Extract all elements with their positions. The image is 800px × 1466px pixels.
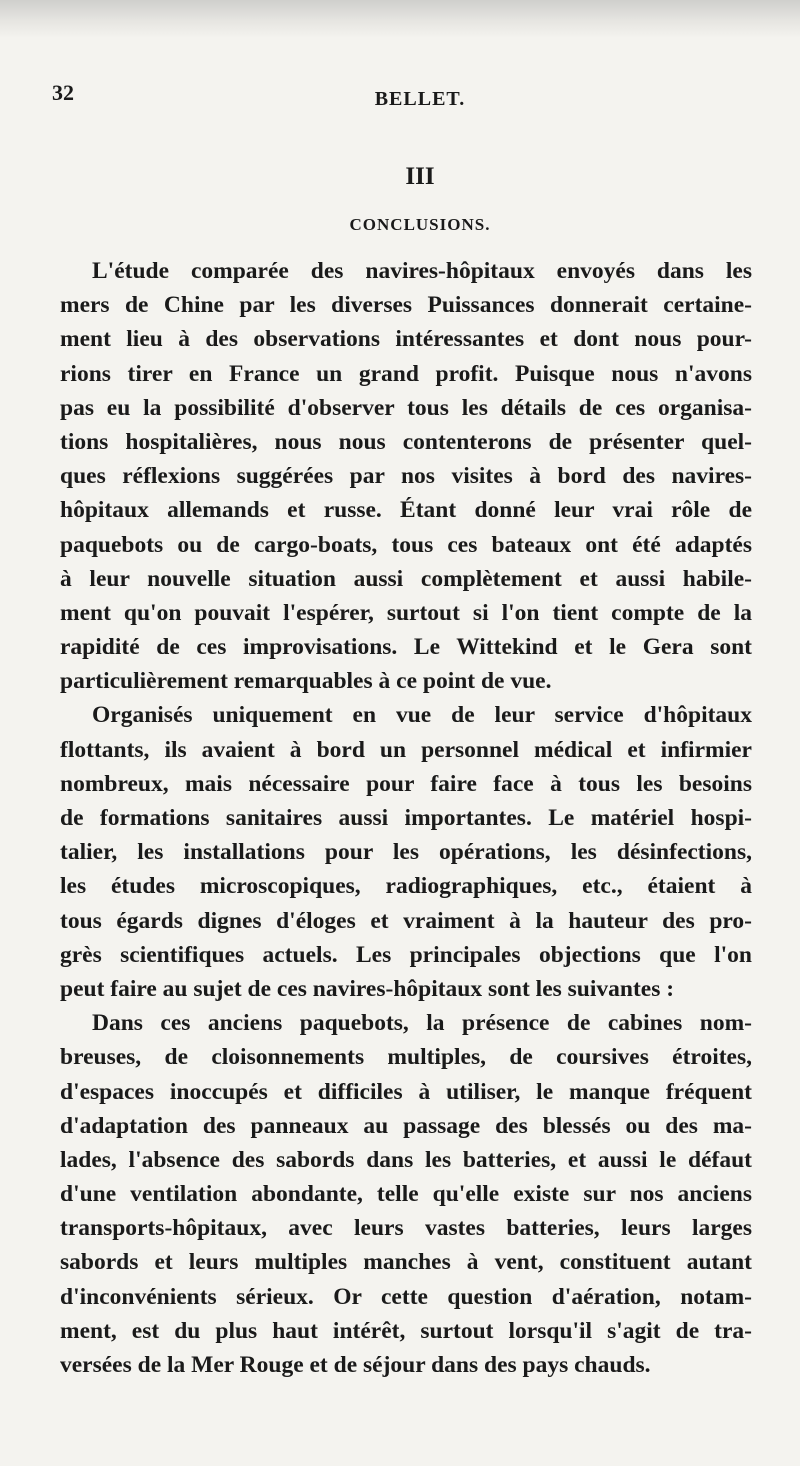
text-line: transports-hôpitaux, avec leurs vastes batteries, leurs larges [60,1215,752,1242]
text-line: lades, l'absence des sabords dans les batteries, et aussi le défaut [60,1146,752,1173]
text-line: Organisés uniquement en vue de leur service d'hôpitaux [92,702,752,729]
text-line: flottants, ils avaient à bord un personnel médical et infirmier [60,736,752,763]
text-line: Dans ces anciens paquebots, la présence de cabines nom- [92,1010,752,1037]
text-line: d'inconvénients sérieux. Or cette question d'aération, notam- [60,1283,752,1310]
section-number: III [405,163,435,190]
text-line: d'espaces inoccupés et difficiles à utiliser, le manque fréquent [60,1078,752,1105]
text-line: versées de la Mer Rouge et de séjour dans des pays chauds. [60,1352,651,1378]
body-text [60,254,752,1382]
text-line: rions tirer en France un grand profit. Puisque nous n'avons [60,360,752,387]
text-line: mers de Chine par les diverses Puissances donnerait certaine- [60,292,752,319]
text-line: sabords et leurs multiples manches à vent, constituent autant [60,1249,752,1276]
text-line: ment qu'on pouvait l'espérer, surtout si l'on tient compte de la [60,599,752,626]
text-line: d'adaptation des panneaux au passage des blessés ou des ma- [60,1112,752,1139]
text-line: talier, les installations pour les opérations, les désinfections, [60,839,752,866]
text-line: ques réflexions suggérées par nos visites à bord des navires- [60,463,752,490]
text-line: tous égards dignes d'éloges et vraiment à la hauteur des pro- [60,907,752,934]
text-line: hôpitaux allemands et russe. Étant donné leur vrai rôle de [60,497,752,524]
text-line: L'étude comparée des navires-hôpitaux envoyés dans les [92,258,752,284]
page-number: 32 [52,80,74,105]
text-line: peut faire au sujet de ces navires-hôpitaux sont les suivantes : [60,975,675,1002]
text-line: breuses, de cloisonnements multiples, de coursives étroites, [60,1044,752,1071]
text-line: d'une ventilation abondante, telle qu'elle existe sur nos anciens [60,1181,752,1208]
text-line: paquebots ou de cargo-boats, tous ces bateaux ont été adaptés [60,531,752,558]
text-line: pas eu la possibilité d'observer tous les détails de ces organisa- [60,394,752,421]
text-line: les études microscopiques, radiographiques, etc., étaient à [60,873,752,900]
text-line: rapidité de ces improvisations. Le Wittekind et le Gera sont [60,634,752,661]
text-line: ment, est du plus haut intérêt, surtout lorsqu'il s'agit de tra- [60,1317,752,1344]
page-top-edge [0,0,800,38]
text-line: ment lieu à des observations intéressantes et dont nous pour- [60,326,752,353]
text-line: à leur nouvelle situation aussi complètement et aussi habile- [60,565,752,592]
text-line: de formations sanitaires aussi importantes. Le matériel hospi- [60,805,752,831]
text-line: tions hospitalières, nous nous contenterons de présenter quel- [60,428,752,455]
text-line: grès scientifiques actuels. Les principales objections que l'on [60,941,752,968]
text-line: nombreux, mais nécessaire pour faire face à tous les besoins [60,770,752,797]
section-title: CONCLUSIONS. [349,215,491,234]
running-header: BELLET. [374,88,466,110]
text-line: particulièrement remarquables à ce point de vue. [60,668,552,695]
